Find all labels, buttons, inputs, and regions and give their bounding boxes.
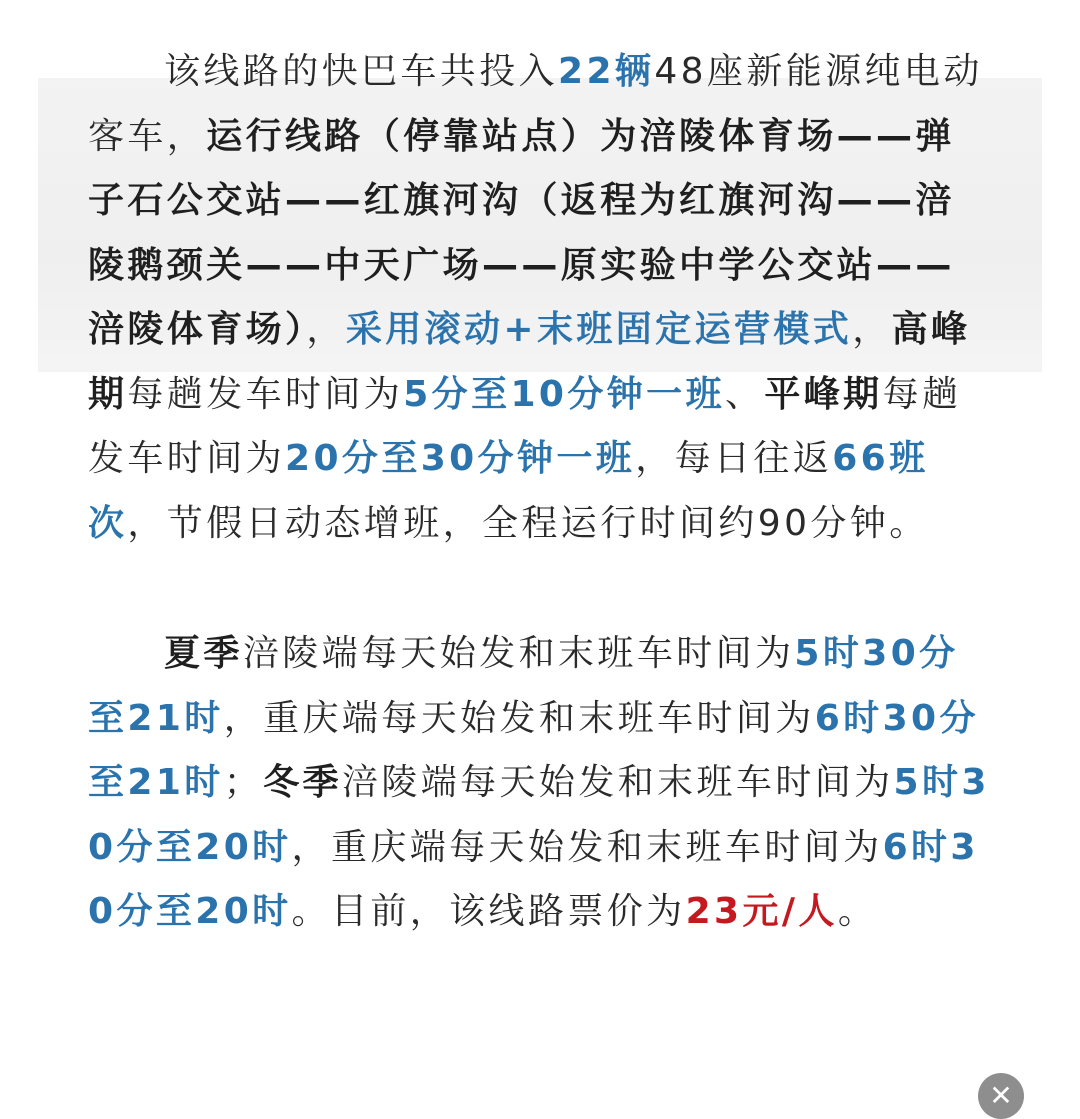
span-peak-interval: 5分至10分钟一班 [403,373,725,415]
span-bus-count: 22辆 [558,51,655,92]
span-intro: 该线路的快巴车共投入 [164,51,559,92]
span-chongqing-text: ，重庆端每天始发和末班车时间为 [223,697,815,739]
span-fare-text: 。目前，该线路票价为 [291,891,686,932]
span-period: 。 [837,891,878,932]
span-duration-text: ，节假日动态增班，全程运行时间约90分钟。 [127,502,929,544]
span-chongqing-text: ，重庆端每天始发和末班车时间为 [291,826,883,868]
span-summer-label: 夏季 [164,633,243,674]
span-separator: 、 [724,373,765,415]
span-winter-fuling-time: 5时30分至20时 [88,762,990,868]
span-daily-text: ，每日往返 [635,438,833,479]
span-semicolon: ； [223,762,264,803]
span-fuling-text: 涪陵端每天始发和末班车时间为 [341,762,894,803]
span-operation-mode: 采用滚动+末班固定运营模式 [345,309,853,350]
span-summer-chongqing-time: 6时30分至21时 [88,697,979,803]
span-peak-label: 高峰期 [88,309,971,415]
span-winter-label: 冬季 [263,762,342,803]
article-body [88,40,993,945]
span-winter-chongqing-time: 6时30分至20时 [88,826,979,932]
span-interval-text: 每趟发车时间为 [127,373,404,415]
paragraph-route-info [88,40,993,556]
span-offpeak-interval: 20分至30分钟一班 [285,438,636,479]
span-interval-text: 每趟发车时间为 [88,373,962,479]
span-offpeak-label: 平峰期 [764,373,883,415]
span-comma: ， [306,309,346,350]
close-glyph: ✕ [989,1079,1013,1112]
span-summer-fuling-time: 5时30分至21时 [88,633,959,739]
span-comma: ， [852,309,892,350]
span-fare-price: 23元/人 [685,891,838,932]
span-route-stops: 运行线路（停靠站点）为涪陵体育场——弹子石公交站——红旗河沟（返程为红旗河沟——涪陵鹅颈关——中天广场——原实验中学公交站——涪陵体育场） [88,115,955,350]
span-trip-count: 66班次 [88,438,929,544]
span-bus-type: 48座新能源纯电动客车， [88,51,983,157]
close-icon[interactable] [978,1073,1024,1119]
span-fuling-text: 涪陵端每天始发和末班车时间为 [242,633,795,674]
paragraph-schedule-info [88,622,993,945]
